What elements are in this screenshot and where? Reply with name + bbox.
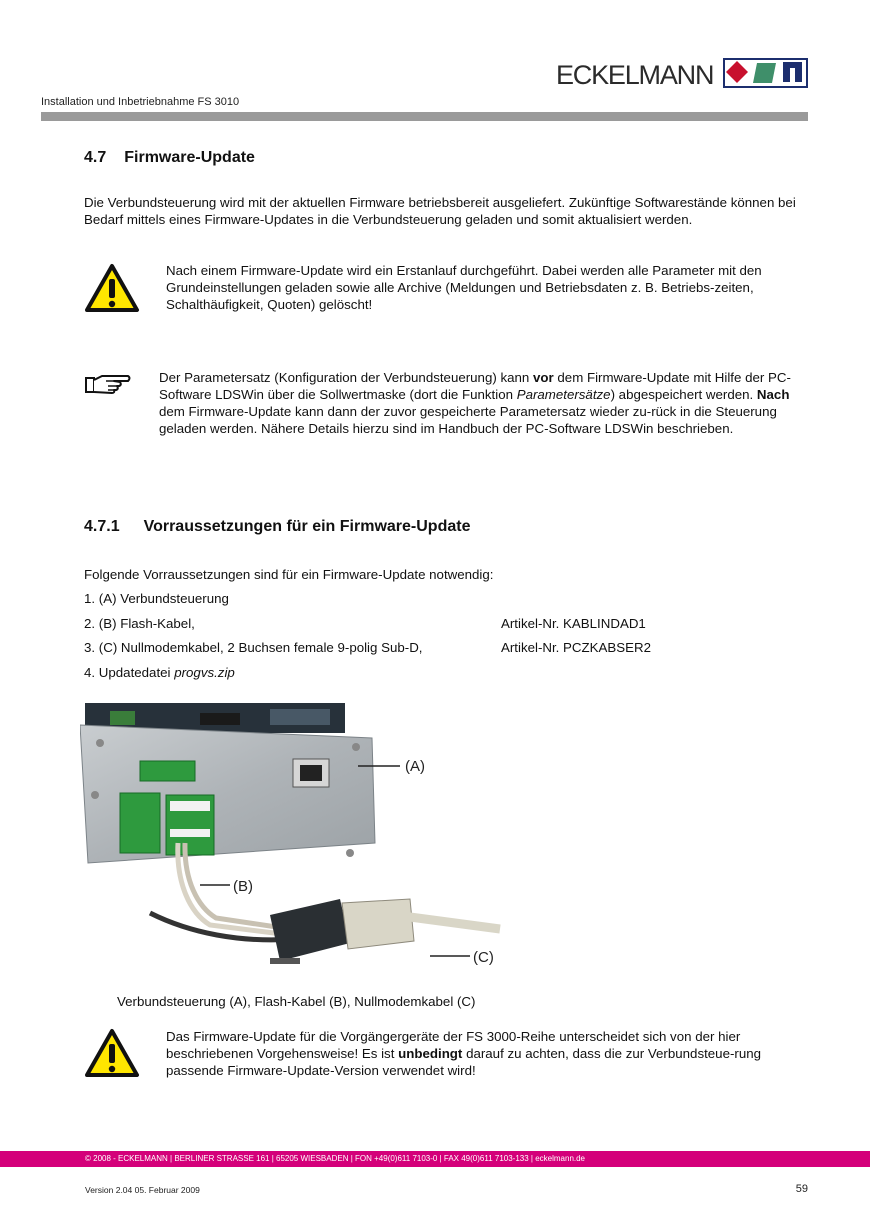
requirement-item: 1. (A) Verbundsteuerung bbox=[84, 591, 229, 606]
note-text-part: dem Firmware-Update kann dann der zuvor gespeicherte Parametersatz wieder zu-rück in die Steuerung geladen werden. Nähere Details hierzu sind im Handbuch der PC-Software LDSWin beschrieben. bbox=[159, 404, 777, 436]
requirement-item: 3. (C) Nullmodemkabel, 2 Buchsen female 9-polig Sub-D, bbox=[84, 640, 423, 655]
section-heading-4-7 bbox=[84, 149, 255, 167]
eckelmann-logo bbox=[556, 58, 808, 88]
intro-paragraph: Die Verbundsteuerung wird mit der aktuellen Firmware betriebsbereit ausgeliefert. Zukünftige Softwarestände können bei Bedarf mittels eines Firmware-Updates in die Verbundsteuerung geladen und somit aktualisiert werden. bbox=[84, 195, 796, 227]
note-text-part: Der Parametersatz (Konfiguration der Verbundsteuerung) kann bbox=[159, 370, 534, 385]
note-bold-nach: Nach bbox=[756, 387, 790, 402]
logo-squares-icon bbox=[723, 58, 808, 88]
figure-caption: Verbundsteuerung (A), Flash-Kabel (B), Nullmodemkabel (C) bbox=[117, 994, 476, 1009]
update-file-name: progvs.zip bbox=[174, 665, 235, 680]
footer-contact: © 2008 - ECKELMANN | BERLINER STRASSE 161 | 65205 WIESBADEN | FON +49(0)611 7103-0 | FAX 49(0)611 7103-133 | eckelmann.de bbox=[85, 1154, 586, 1163]
note-italic-function: Parametersätze bbox=[516, 387, 611, 402]
callout-label-a: (A) bbox=[405, 758, 425, 775]
note-text-part: dem Firmware-Update mit Hilfe der PC-Software LDSWin über die Sollwertmaske (dort die Funktion bbox=[159, 370, 791, 402]
warning-text bbox=[166, 1028, 802, 1079]
pointing-hand-icon bbox=[84, 372, 132, 396]
null-modem-connector bbox=[342, 899, 414, 949]
section-number: 4.7 bbox=[84, 149, 107, 166]
section-title: Firmware-Update bbox=[124, 149, 255, 166]
requirement-article-number: Artikel-Nr. KABLINDAD1 bbox=[501, 616, 646, 631]
version-info: Version 2.04 05. Februar 2009 bbox=[85, 1185, 200, 1195]
header-divider bbox=[41, 112, 808, 121]
note-text bbox=[159, 369, 804, 437]
terminal-block bbox=[120, 793, 160, 853]
page-number: 59 bbox=[795, 1183, 808, 1195]
warning-triangle-icon bbox=[84, 263, 140, 313]
document-title: Installation und Inbetriebnahme FS 3010 bbox=[41, 96, 240, 108]
requirement-item-prefix: 4. Updatedatei bbox=[84, 665, 175, 680]
section-title: Vorraussetzungen für ein Firmware-Update bbox=[143, 518, 471, 535]
callout-label-b: (B) bbox=[233, 878, 253, 895]
requirement-article-number: Artikel-Nr. PCZKABSER2 bbox=[501, 640, 651, 655]
note-text-part: ) abgespeichert werden. bbox=[610, 387, 757, 402]
section-heading-4-7-1 bbox=[84, 518, 470, 536]
warning-text-part: darauf zu achten, dass die zur Verbundsteue-rung passende Firmware-Update-Version verwendet wird! bbox=[166, 1046, 762, 1078]
logo-text: ECKELMANN bbox=[556, 60, 714, 90]
warning-triangle-icon bbox=[84, 1028, 140, 1078]
callout-label-c: (C) bbox=[473, 949, 494, 966]
device-photo bbox=[80, 703, 510, 979]
warning-bold-unbedingt: unbedingt bbox=[398, 1046, 463, 1061]
note-bold-vor: vor bbox=[533, 370, 554, 385]
sub-d-connector bbox=[270, 899, 350, 961]
section-number: 4.7.1 bbox=[84, 518, 120, 535]
requirement-item: 2. (B) Flash-Kabel, bbox=[84, 616, 195, 631]
warning-text-part: Das Firmware-Update für die Vorgängergeräte der FS 3000-Reihe unterscheidet sich von der hier beschriebenen Vorgehensweise! Es ist bbox=[166, 1029, 741, 1061]
warning-text: Nach einem Firmware-Update wird ein Erstanlauf durchgeführt. Dabei werden alle Parameter mit den Grundeinstellungen geladen sowie alle Archive (Meldungen und Betriebsdaten z. B. Betriebs-zeiten, Schalthäufigkeit, Quoten) gelöscht! bbox=[166, 263, 762, 312]
requirements-intro: Folgende Vorraussetzungen sind für ein Firmware-Update notwendig: bbox=[84, 567, 494, 582]
terminal-block bbox=[140, 761, 195, 781]
requirement-item bbox=[84, 665, 235, 680]
